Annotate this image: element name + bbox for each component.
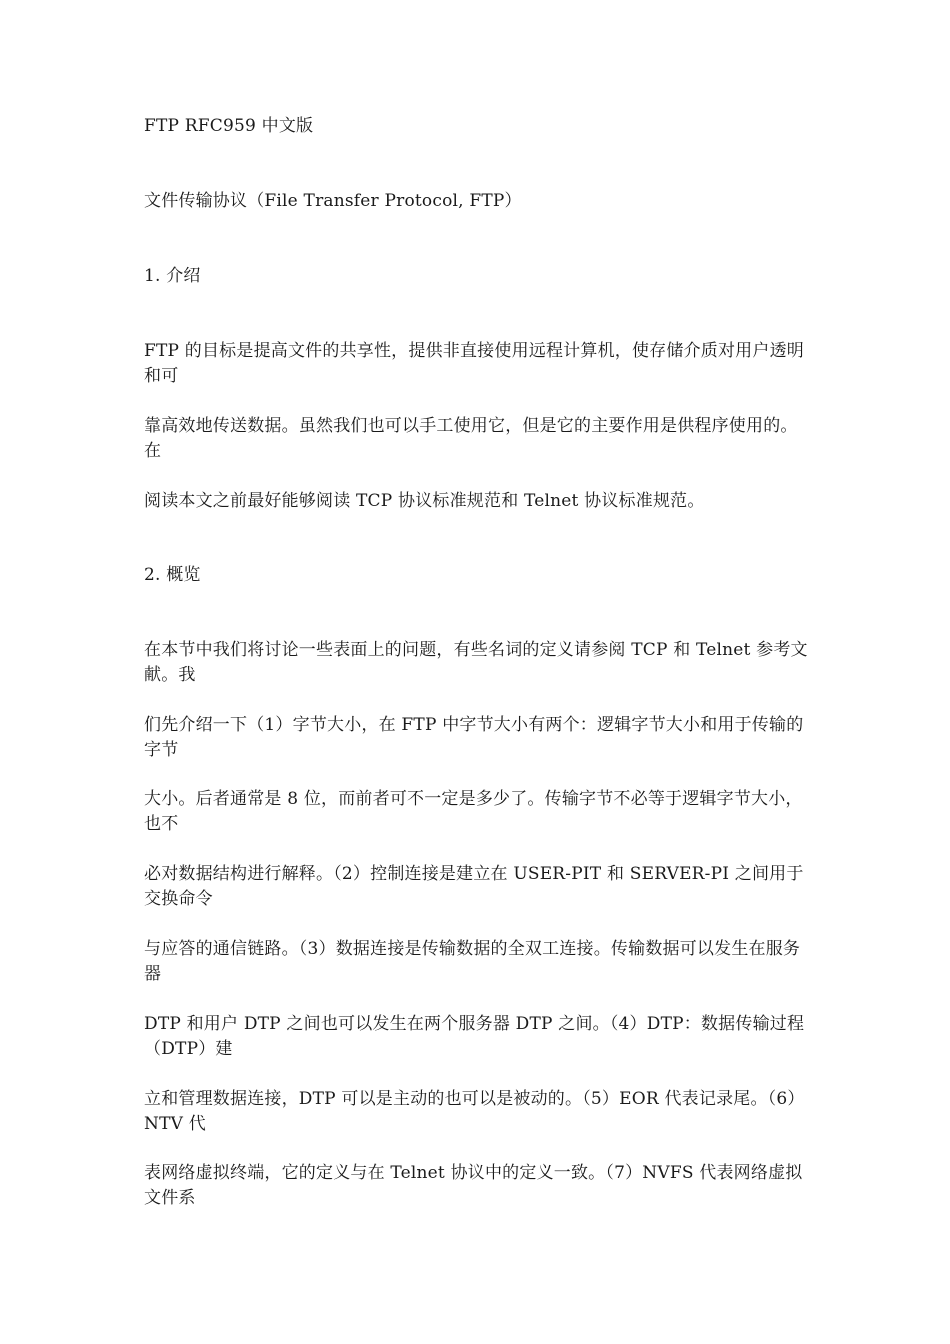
paragraph: 们先介绍一下（1）字节大小，在 FTP 中字节大小有两个：逻辑字节大小和用于传输的字节 [144, 715, 804, 760]
paragraph: 立和管理数据连接，DTP 可以是主动的也可以是被动的。（5）EOR 代表记录尾。（6）NTV 代 [144, 1089, 805, 1134]
section-heading-overview: 2. 概览 [144, 565, 201, 585]
paragraph: 必对数据结构进行解释。（2）控制连接是建立在 USER-PIT 和 SERVER-PI 之间用于交换命令 [144, 864, 804, 909]
paragraph: DTP 和用户 DTP 之间也可以发生在两个服务器 DTP 之间。（4）DTP：数据传输过程（DTP）建 [144, 1014, 805, 1059]
paragraph: 表网络虚拟终端，它的定义与在 Telnet 协议中的定义一致。（7）NVFS 代表网络虚拟文件系 [144, 1163, 803, 1208]
paragraph: 与应答的通信链路。（3）数据连接是传输数据的全双工连接。传输数据可以发生在服务器 [144, 939, 801, 984]
document-subtitle: 文件传输协议（File Transfer Protocol, FTP） [144, 191, 522, 211]
section-heading-intro: 1. 介绍 [144, 266, 201, 286]
paragraph: 在本节中我们将讨论一些表面上的问题，有些名词的定义请参阅 TCP 和 Telnet 参考文献。我 [144, 640, 808, 685]
paragraph: FTP 的目标是提高文件的共享性，提供非直接使用远程计算机，使存储介质对用户透明和可 [144, 341, 804, 386]
document-title: FTP RFC959 中文版 [144, 116, 314, 136]
paragraph: 阅读本文之前最好能够阅读 TCP 协议标准规范和 Telnet 协议标准规范。 [144, 491, 705, 511]
paragraph: 靠高效地传送数据。虽然我们也可以手工使用它，但是它的主要作用是供程序使用的。在 [144, 416, 798, 461]
paragraph: 大小。后者通常是 8 位，而前者可不一定是多少了。传输字节不必等于逻辑字节大小，也不 [144, 789, 803, 834]
